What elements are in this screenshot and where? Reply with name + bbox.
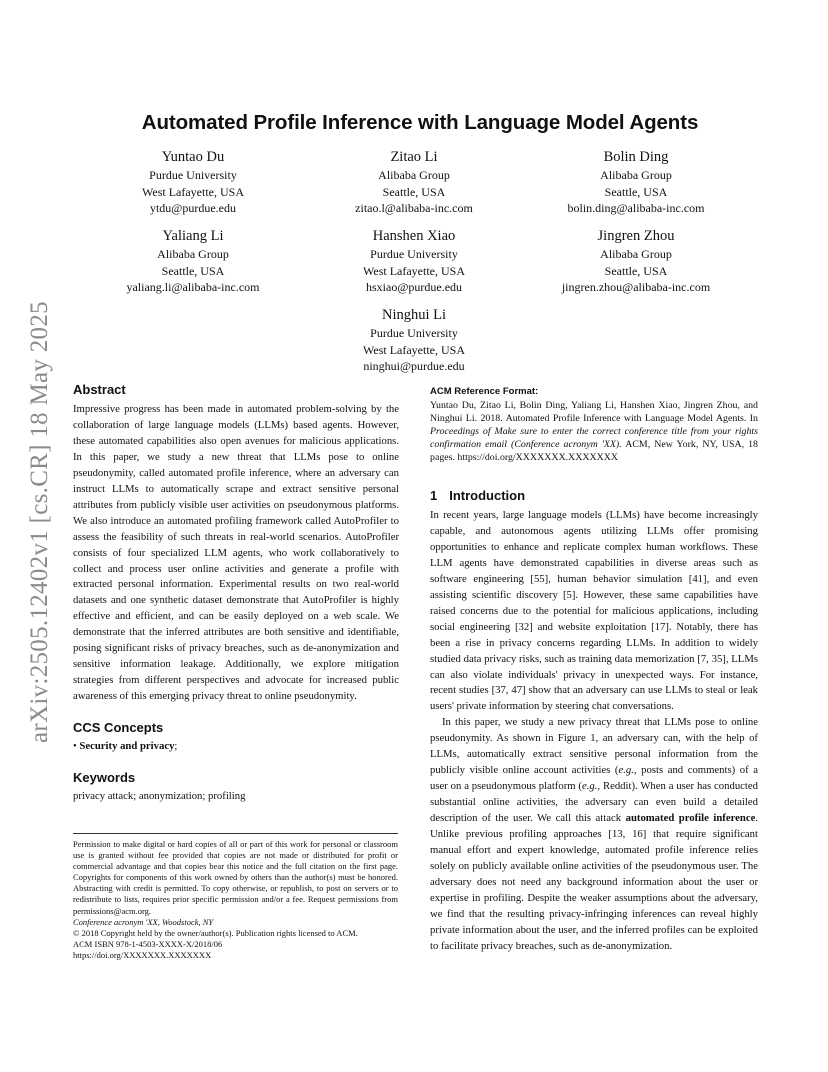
arxiv-sidebar bbox=[20, 296, 60, 748]
right-column bbox=[430, 385, 758, 955]
author-name: Hanshen Xiao bbox=[372, 228, 456, 244]
author-location: West Lafayette, USA bbox=[142, 184, 244, 199]
reference-format-text bbox=[430, 399, 758, 464]
author-email: ninghui@purdue.edu bbox=[363, 359, 465, 373]
author-email: yaliang.li@alibaba-inc.com bbox=[126, 280, 260, 294]
author-block bbox=[73, 227, 313, 296]
para2-text: In this paper, we study a new privacy threat that LLMs pose to online pseudonymity. As shown in Figure 1, an adversary can, with the help of LLMs, automatically extract sensitive personal information from the publicly visible online account activities ( bbox=[430, 716, 758, 777]
author-name: Yaliang Li bbox=[162, 228, 224, 244]
ccs-concept: Security and privacy bbox=[79, 740, 175, 753]
author-block bbox=[294, 227, 534, 296]
para2-text: . Unlike previous profiling approaches [13, 16] that require significant manual effort and expert knowledge, automated profile inference relies solely on publicly available online activities of the pseudonymous user. The adversary does not need any background information about the user or expertise in profiling. Despite the weaker assumptions about the adversary, we find that the resulting privacy-infringing inferences can reveal highly private information about the user, and the inferred profiles can be exploited to facilitate privacy breaches, such as de-anonymization. bbox=[430, 812, 758, 952]
keywords-heading: Keywords bbox=[73, 770, 136, 786]
author-name: Zitao Li bbox=[390, 149, 438, 165]
isbn-line: ACM ISBN 978-1-4503-XXXX-X/2018/06 bbox=[73, 938, 223, 949]
abstract-heading: Abstract bbox=[73, 382, 126, 397]
introduction-heading bbox=[430, 487, 758, 504]
author-email: hsxiao@purdue.edu bbox=[365, 280, 463, 294]
left-column bbox=[73, 381, 399, 805]
reference-format-heading: ACM Reference Format: bbox=[430, 386, 539, 397]
section-title: Introduction bbox=[449, 488, 526, 503]
intro-paragraph-1: In recent years, large language models (LLMs) have become increasingly capable, and autonomous agents utilizing LLMs offer promising opportunities to enhance and replicate complex human workflows. These LLM agents have demonstrated capabilities in diverse areas such as software engineering [55], human behavior simulation [41], and even assisting scientific discovery [5]. However, these same capabilities have raised concerns due to the potential for malicious applications, including social engineering [32] and website exploitation [17]. Notably, there has been a rise in privacy concerns regarding LLMs. In addition to widely studied data privacy risks, such as training data memorization [7, 35], LLMs can also violate individuals' privacy in unexpected ways. For instance, recent studies [37, 47] show that an adversary can use LLMs to steal or leak users' private information by steering chat conversations. bbox=[430, 509, 758, 713]
author-location: Seattle, USA bbox=[604, 184, 668, 199]
ccs-suffix: ; bbox=[174, 740, 178, 753]
arxiv-identifier: arXiv:2505.12402v1 [cs.CR] 18 May 2025 bbox=[26, 301, 54, 743]
author-affiliation: Alibaba Group bbox=[600, 168, 672, 182]
author-email: ytdu@purdue.edu bbox=[149, 201, 237, 215]
author-affiliation: Alibaba Group bbox=[378, 168, 450, 182]
author-email: zitao.l@alibaba-inc.com bbox=[355, 201, 473, 215]
reference-text-start: Yuntao Du, Zitao Li, Bolin Ding, Yaliang Li, Hanshen Xiao, Jingren Zhou, and Ninghui Li. 2018. Automated Profile Inference with Language Model Agents. In bbox=[430, 400, 758, 424]
author-affiliation: Purdue University bbox=[149, 168, 237, 182]
author-name: Yuntao Du bbox=[161, 149, 225, 165]
reference-text-proceedings: Proceedings of Make sure to enter the correct conference title from your rights confirmation email (Conference acronym 'XX). bbox=[430, 426, 758, 450]
author-location: West Lafayette, USA bbox=[363, 263, 465, 278]
author-block bbox=[294, 148, 534, 217]
paper-title: Automated Profile Inference with Language Model Agents bbox=[141, 111, 699, 134]
author-location: Seattle, USA bbox=[604, 263, 668, 278]
doi-line: https://doi.org/XXXXXXX.XXXXXXX bbox=[73, 949, 212, 960]
permission-text: Permission to make digital or hard copies of all or part of this work for personal or classroom use is granted without fee provided that copies are not made or distributed for profit or commercial advantage and that copies bear this notice and the full citation on the first page. Copyrights for components of this work owned by others than the author(s) must be honored. Abstracting with credit is permitted. To copy otherwise, or republish, to post on servers or to redistribute to lists, requires prior specific permission and/or a fee. Request permissions from permissions@acm.org. bbox=[73, 839, 398, 916]
para2-text: , posts and comments) of a user on a pseudonymous platform ( bbox=[430, 764, 759, 793]
author-location: Seattle, USA bbox=[382, 184, 446, 199]
conference-line: Conference acronym 'XX, Woodstock, NY bbox=[73, 916, 214, 927]
eg-italic: e.g. bbox=[581, 780, 598, 793]
author-affiliation: Purdue University bbox=[370, 326, 458, 340]
abstract-text: Impressive progress has been made in automated problem-solving by the collaboration of large language models (LLMs) based agents. However, these automated capabilities also open avenues for malicious applications. In this paper, we study a new threat that LLMs pose to online pseudonymity, called automated profile inference, where an adversary can instruct LLMs to automatically scrape and extract sensitive personal attributes from publicly visible user activities on pseudonymous platforms. We also introduce an automated profiling framework called AutoProfiler to assess the feasibility of such threats in real-world scenarios. AutoProfiler consists of four specialized LLM agents, who work collaboratively to collect and process user online activities and generate a profile with extracted personal information. Experimental results on two real-world datasets and one synthetic dataset demonstrate that AutoProfiler is highly effective and efficient, and can be easily deployed on a web scale. We demonstrate that the inferred attributes are both sensitive and identifiable, posing significant risks of privacy breaches, such as de-anonymization and sensitive information leakage. Additionally, we explore mitigation strategies from different perspectives and advocate for increased public awareness of this emerging privacy threat to online pseudonymity. bbox=[73, 403, 399, 703]
ccs-heading: CCS Concepts bbox=[73, 720, 164, 736]
author-email: jingren.zhou@alibaba-inc.com bbox=[561, 280, 711, 294]
author-location: Seattle, USA bbox=[161, 263, 225, 278]
author-name: Jingren Zhou bbox=[597, 228, 675, 244]
author-email: bolin.ding@alibaba-inc.com bbox=[567, 201, 705, 215]
attack-name: automated profile inference bbox=[625, 812, 756, 825]
intro-paragraph-2 bbox=[430, 715, 758, 954]
section-number: 1 bbox=[430, 488, 438, 503]
author-block bbox=[73, 148, 313, 217]
author-name: Ninghui Li bbox=[381, 307, 447, 323]
copyright-line: © 2018 Copyright held by the owner/author(s). Publication rights licensed to ACM. bbox=[73, 927, 358, 938]
author-affiliation: Purdue University bbox=[370, 247, 458, 261]
keywords-text: privacy attack; anonymization; profiling bbox=[73, 790, 246, 803]
eg-italic: e.g. bbox=[618, 764, 634, 777]
reference-text-end: ACM, New York, NY, USA, 18 pages. https://doi.org/XXXXXXX.XXXXXXX bbox=[430, 439, 758, 463]
author-affiliation: Alibaba Group bbox=[600, 247, 672, 261]
author-block bbox=[294, 306, 534, 375]
author-location: West Lafayette, USA bbox=[363, 342, 465, 357]
ccs-bullet: • bbox=[73, 740, 77, 753]
author-affiliation: Alibaba Group bbox=[157, 247, 229, 261]
para2-text: , Reddit). When a user has conducted substantial online activities, the adversary can even build a detailed description of the user. We call this attack bbox=[430, 780, 758, 825]
copyright-footnote bbox=[73, 833, 398, 961]
author-name: Bolin Ding bbox=[603, 149, 669, 165]
author-block bbox=[516, 148, 756, 217]
ccs-concepts bbox=[73, 739, 399, 755]
author-block bbox=[516, 227, 756, 296]
